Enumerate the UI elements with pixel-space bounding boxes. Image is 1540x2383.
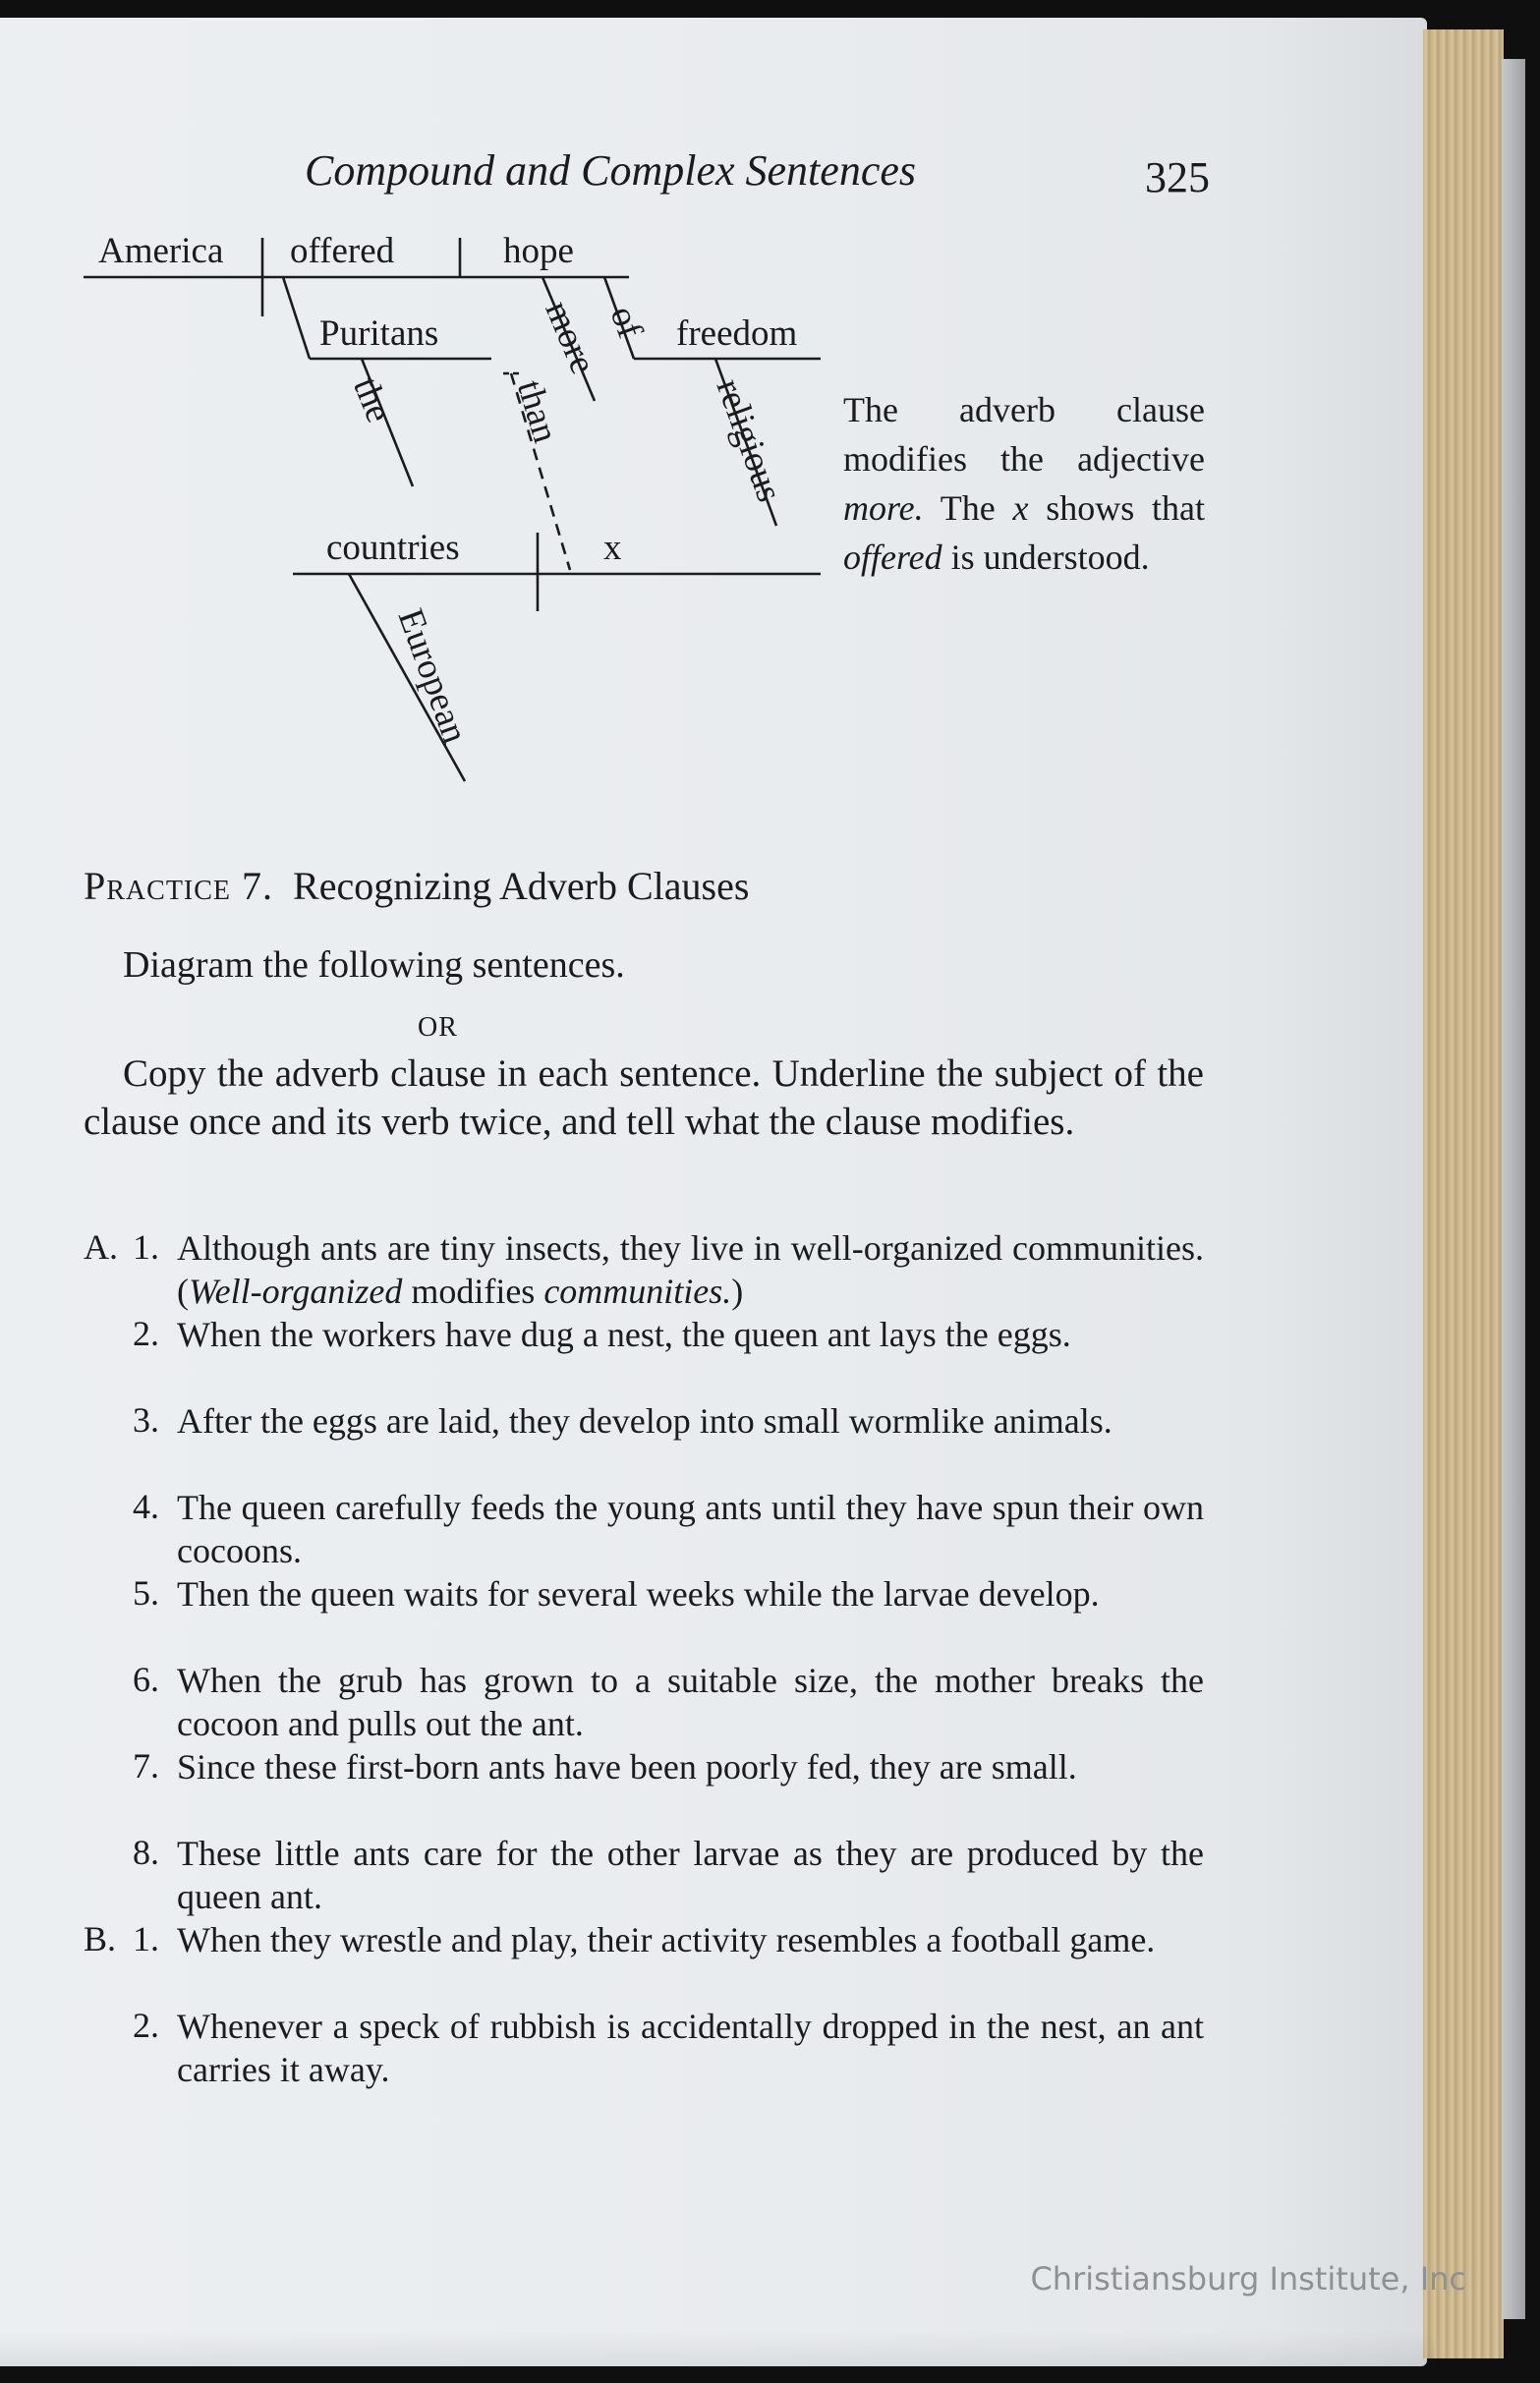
item-number: 1.: [133, 1919, 159, 1958]
item-number: 2.: [133, 2006, 159, 2045]
page-edges: [1423, 29, 1504, 2358]
diagram-note: [843, 385, 1205, 582]
note-line3: shows that: [1028, 488, 1205, 528]
item-number: 8.: [133, 1833, 159, 1872]
diagram-preposition: of: [601, 301, 651, 344]
list-item: [177, 1226, 1204, 1313]
section-a-label: A.: [84, 1227, 118, 1267]
list-item: When the grub has grown to a suitable size, the mother breaks the cocoon and pulls out the ant.: [177, 1661, 1204, 1743]
list-item: When the workers have dug a nest, the queen ant lays the eggs.: [177, 1315, 1071, 1354]
watermark-text: Christiansburg Institute, Inc: [1030, 2260, 1466, 2298]
instruction-diagram: Diagram the following sentences.: [123, 944, 625, 986]
diagram-clause-adjective: European: [389, 603, 476, 749]
page-number: 325: [1145, 153, 1210, 201]
diagram-article: the: [345, 371, 400, 428]
note-line2: The: [923, 488, 1013, 528]
item-number: 6.: [133, 1660, 159, 1699]
diagram-clause-verb: x: [603, 528, 622, 568]
item-number: 5.: [133, 1573, 159, 1613]
item-number: 3.: [133, 1400, 159, 1440]
note-offered: offered: [843, 538, 942, 577]
practice-title: Recognizing Adverb Clauses: [293, 864, 750, 908]
item-text: Although ants are tiny insects, they live in well-organized communities.: [177, 1228, 1204, 1268]
diagram-clause-subject: countries: [326, 528, 460, 568]
section-b-label: B.: [84, 1919, 117, 1958]
item-number: 2.: [133, 1314, 159, 1353]
item-note-close: ): [731, 1272, 744, 1311]
list-item: After the eggs are laid, they develop into small wormlike animals.: [177, 1401, 1112, 1441]
running-head: Compound and Complex Sentences: [305, 146, 916, 195]
diagram-more: more: [537, 295, 603, 380]
page-shadow: [0, 2331, 1435, 2366]
list-item: Then the queen waits for several weeks while the larvae develop.: [177, 1574, 1100, 1614]
or-divider: OR: [418, 1012, 458, 1043]
item-number: 4.: [133, 1487, 159, 1526]
note-more: more.: [843, 488, 924, 528]
list-item: When they wrestle and play, their activity resembles a football game.: [177, 1920, 1156, 1959]
diagram-subject: America: [98, 231, 224, 271]
list-item: The queen carefully feeds the young ants until they have spun their own cocoons.: [177, 1488, 1204, 1570]
list-item: These little ants care for the other larvae as they are produced by the queen ant.: [177, 1834, 1204, 1916]
indirect-object-slant: [283, 277, 310, 359]
diagram-prep-object: freedom: [676, 313, 798, 354]
diagram-verb: offered: [290, 231, 395, 271]
sentence-diagram: [79, 216, 845, 796]
note-line1: The adverb clause modifies the adjective: [843, 390, 1205, 479]
item-number: 7.: [133, 1746, 159, 1786]
list-item: Whenever a speck of rubbish is accidentally dropped in the nest, an ant carries it away.: [177, 2007, 1204, 2089]
item-note-term: Well-organized: [189, 1272, 403, 1311]
list-item: Since these first-born ants have been poorly fed, they are small.: [177, 1747, 1077, 1787]
practice-heading: [84, 863, 749, 909]
item-number: 1.: [133, 1227, 159, 1267]
diagram-adjective: religious: [708, 373, 790, 508]
note-line4: is understood.: [941, 538, 1150, 577]
instruction-paragraph: Copy the adverb clause in each sentence. Underline the subject of the clause once and its verb twice, and tell what the clause modifies.: [84, 1052, 1204, 1143]
item-note-open: (: [177, 1272, 189, 1311]
item-note-target: communities.: [543, 1272, 732, 1311]
diagram-object: hope: [503, 231, 574, 271]
diagram-indirect-object: Puritans: [319, 313, 439, 354]
diagram-than: than: [508, 375, 566, 448]
practice-label: Practice 7.: [84, 864, 274, 908]
book-cover-edge: [1502, 59, 1525, 2319]
item-note-mid: modifies: [402, 1272, 544, 1311]
note-x: x: [1012, 488, 1029, 528]
